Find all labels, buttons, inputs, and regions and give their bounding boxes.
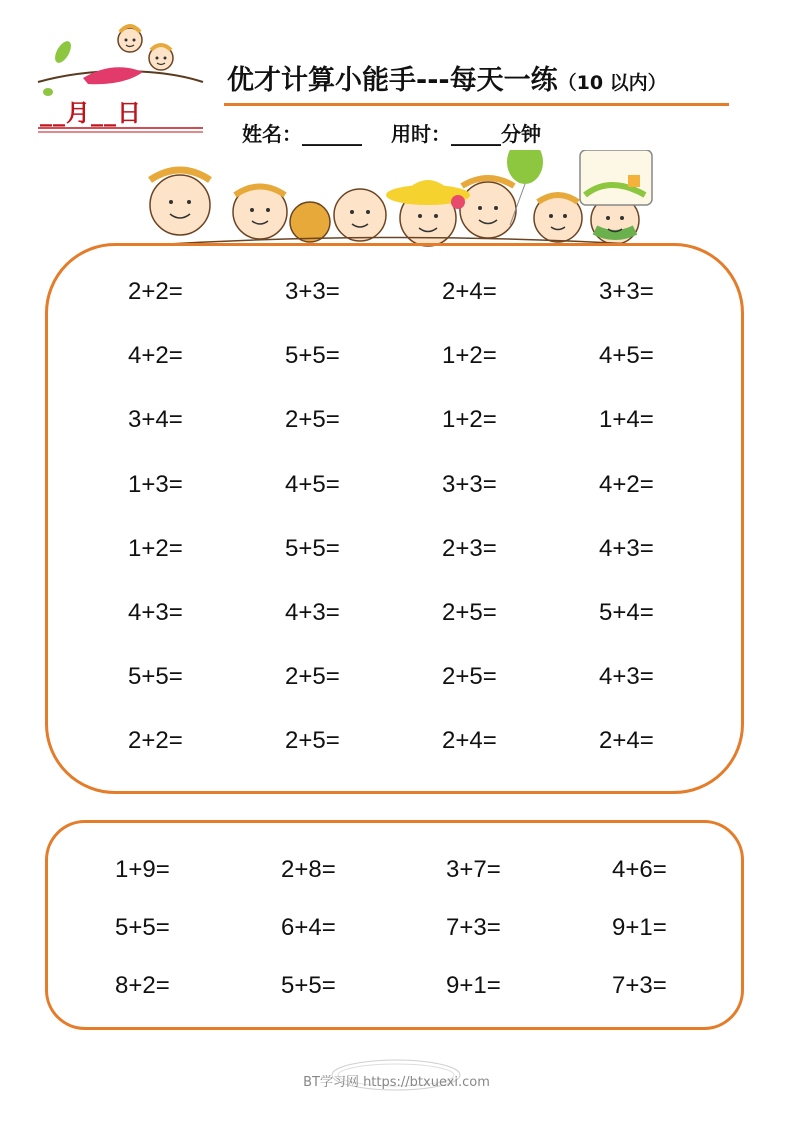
problem-item[interactable]: 5+5= bbox=[285, 342, 340, 370]
problem-item[interactable]: 4+3= bbox=[599, 534, 654, 562]
problem-item[interactable]: 1+2= bbox=[128, 534, 183, 562]
problem-item[interactable]: 9+1= bbox=[446, 972, 501, 999]
date-field[interactable]: __月__日 bbox=[40, 99, 142, 127]
problem-item[interactable]: 2+4= bbox=[442, 278, 497, 305]
problem-item[interactable]: 1+2= bbox=[442, 406, 497, 434]
problem-item[interactable]: 4+2= bbox=[599, 470, 654, 498]
exercise-box-1 bbox=[45, 243, 744, 794]
problem-item[interactable]: 2+5= bbox=[442, 599, 497, 626]
problem-item[interactable]: 4+5= bbox=[599, 342, 654, 370]
problem-item[interactable]: 2+5= bbox=[285, 727, 340, 755]
problem-item[interactable]: 1+2= bbox=[442, 342, 497, 370]
title-range-note: （10 以内） bbox=[557, 72, 667, 94]
problem-item[interactable]: 5+5= bbox=[281, 972, 336, 999]
problem-item[interactable]: 3+3= bbox=[599, 278, 654, 305]
problem-item[interactable]: 7+3= bbox=[446, 914, 501, 941]
problem-item[interactable]: 2+4= bbox=[599, 727, 654, 755]
problem-item[interactable]: 4+5= bbox=[285, 470, 340, 498]
problem-item[interactable]: 5+5= bbox=[285, 534, 340, 562]
problem-item[interactable]: 8+2= bbox=[115, 972, 170, 999]
problem-item[interactable]: 5+5= bbox=[115, 914, 170, 941]
problem-item[interactable]: 4+6= bbox=[612, 856, 667, 883]
problem-item[interactable]: 3+7= bbox=[446, 856, 501, 883]
title-main: 优才计算小能手---每天一练 bbox=[227, 65, 558, 96]
problem-item[interactable]: 7+3= bbox=[612, 972, 667, 999]
problem-item[interactable]: 1+3= bbox=[128, 470, 183, 498]
problem-item[interactable]: 2+4= bbox=[442, 727, 497, 755]
problem-item[interactable]: 6+4= bbox=[281, 914, 336, 941]
problem-item[interactable]: 2+2= bbox=[128, 278, 183, 305]
problem-item[interactable]: 2+2= bbox=[128, 727, 183, 755]
page-title bbox=[227, 58, 667, 97]
problem-item[interactable]: 1+4= bbox=[599, 406, 654, 434]
student-info-line bbox=[242, 118, 563, 147]
name-field[interactable]: 姓名：______ bbox=[242, 122, 362, 146]
problem-item[interactable]: 4+3= bbox=[128, 599, 183, 626]
problem-item[interactable]: 3+3= bbox=[442, 470, 497, 498]
problem-item[interactable]: 2+5= bbox=[442, 663, 497, 691]
problem-item[interactable]: 3+4= bbox=[128, 406, 183, 434]
problem-item[interactable]: 4+3= bbox=[599, 663, 654, 691]
problem-item[interactable]: 5+5= bbox=[128, 663, 183, 691]
problem-item[interactable]: 1+9= bbox=[115, 856, 170, 883]
kids-banner-illustration bbox=[110, 150, 680, 252]
problem-item[interactable]: 4+2= bbox=[128, 342, 183, 370]
problem-item[interactable]: 4+3= bbox=[285, 599, 340, 626]
problem-item[interactable]: 2+3= bbox=[442, 534, 497, 562]
problem-item[interactable]: 3+3= bbox=[285, 278, 340, 305]
problem-item[interactable]: 2+5= bbox=[285, 406, 340, 434]
title-underline bbox=[224, 103, 729, 106]
problem-item[interactable]: 9+1= bbox=[612, 914, 667, 941]
problem-item[interactable]: 5+4= bbox=[599, 599, 654, 626]
problem-item[interactable]: 2+5= bbox=[285, 663, 340, 691]
footer-watermark: BT学习网 https://btxuexi.com bbox=[303, 1075, 490, 1090]
time-field[interactable]: 用时：_____分钟 bbox=[390, 122, 541, 146]
problem-item[interactable]: 2+8= bbox=[281, 856, 336, 883]
